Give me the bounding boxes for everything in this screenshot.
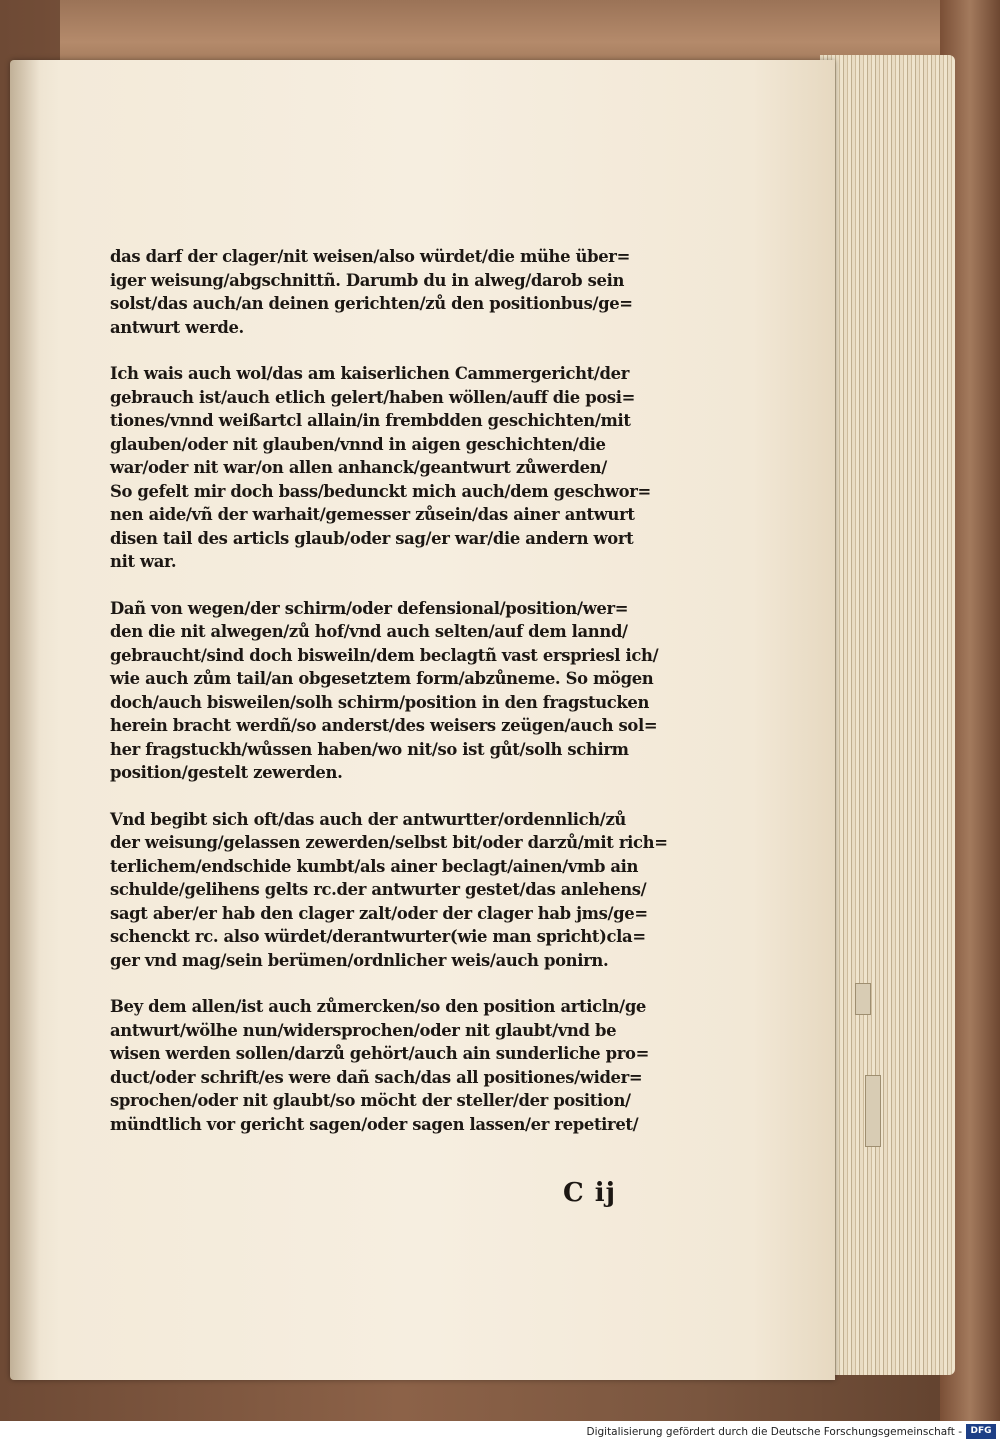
- dfg-logo[interactable]: DFG: [966, 1424, 996, 1439]
- text-line: der weisung/gelassen zewerden/selbst bit/oder darzů/mit rich=: [110, 833, 668, 852]
- text-line: das darf der clager/nit weisen/also würdet/die mühe über=: [110, 247, 630, 266]
- text-line: nen aide/vñ der warhait/gemesser zůsein/das ainer antwurt: [110, 505, 635, 524]
- text-line: schulde/gelihens gelts rc.der antwurter gestet/das anlehens/: [110, 880, 647, 899]
- footer-bar: [0, 1421, 1000, 1441]
- text-line: nit war.: [110, 552, 177, 571]
- paragraph-2: [110, 362, 651, 574]
- text-line: gebrauch ist/auch etlich gelert/haben wöllen/auff die posi=: [110, 387, 636, 407]
- text-line: schenckt rc. also würdet/derantwurter(wie man spricht)cla=: [110, 927, 646, 946]
- page-text-block: [110, 245, 668, 1136]
- text-line: sprochen/oder nit glaubt/so möcht der steller/der position/: [110, 1091, 631, 1110]
- page-tab-marker: [855, 983, 871, 1015]
- text-line: solst/das auch/an deinen gerichten/zů den positionbus/ge=: [110, 294, 633, 313]
- paragraph-3: [110, 597, 659, 785]
- text-line: Vnd begibt sich oft/das auch der antwurtter/ordennlich/zů: [110, 809, 626, 829]
- text-line: den die nit alwegen/zů hof/vnd auch selten/auf dem lannd/: [110, 622, 628, 641]
- text-line: Dañ von wegen/der schirm/oder defensional/position/wer=: [110, 598, 629, 618]
- paragraph-4: [110, 808, 668, 973]
- text-line: doch/auch bisweilen/solh schirm/position in den fragstucken: [110, 692, 650, 712]
- text-line: antwurt werde.: [110, 317, 244, 337]
- text-line: duct/oder schrift/es were dañ sach/das all positiones/wider=: [110, 1067, 643, 1087]
- text-line: position/gestelt zewerden.: [110, 763, 343, 782]
- page-tab-marker: [865, 1075, 881, 1147]
- text-line: tiones/vnnd weißartcl allain/in frembdden geschichten/mit: [110, 411, 631, 430]
- text-line: gebraucht/sind doch bisweiln/dem beclagtñ vast erspriesl ich/: [110, 645, 659, 665]
- paragraph-5: [110, 995, 649, 1136]
- funding-credit: Digitalisierung gefördert durch die Deutsche Forschungsgemeinschaft -: [586, 1426, 962, 1438]
- text-line: war/oder nit war/on allen anhanck/geantwurt zůwerden/: [110, 458, 607, 477]
- text-line: glauben/oder nit glauben/vnnd in aigen geschichten/die: [110, 434, 606, 454]
- page-block-fore-edge: [820, 55, 955, 1375]
- text-line: terlichem/endschide kumbt/als ainer beclagt/ainen/vmb ain: [110, 856, 639, 876]
- text-line: Ich wais auch wol/das am kaiserlichen Cammergericht/der: [110, 364, 630, 383]
- text-line: iger weisung/abgschnittñ. Darumb du in alweg/darob sein: [110, 270, 625, 290]
- text-line: sagt aber/er hab den clager zalt/oder der clager hab jms/ge=: [110, 903, 648, 923]
- text-line: disen tail des articls glaub/oder sag/er war/die andern wort: [110, 528, 634, 548]
- text-line: antwurt/wölhe nun/widersprochen/oder nit glaubt/vnd be: [110, 1020, 617, 1040]
- page-gutter-shadow: [10, 60, 40, 1380]
- text-line: her fragstuckh/wůssen haben/wo nit/so ist gůt/solh schirm: [110, 739, 629, 759]
- text-line: So gefelt mir doch bass/bedunckt mich auch/dem geschwor=: [110, 481, 651, 501]
- text-line: mündtlich vor gericht sagen/oder sagen lassen/er repetiret/: [110, 1114, 639, 1134]
- text-line: wie auch zům tail/an obgesetztem form/abzůneme. So mögen: [110, 669, 654, 688]
- text-line: ger vnd mag/sein berümen/ordnlicher weis/auch ponirn.: [110, 950, 609, 970]
- paragraph-1: [110, 245, 645, 339]
- text-line: wisen werden sollen/darzů gehört/auch ain sunderliche pro=: [110, 1044, 649, 1063]
- text-line: Bey dem allen/ist auch zůmercken/so den position articln/ge: [110, 997, 647, 1016]
- text-line: herein bracht werdñ/so anderst/des weisers zeügen/auch sol=: [110, 716, 658, 735]
- signature-mark: C ij: [563, 1178, 617, 1208]
